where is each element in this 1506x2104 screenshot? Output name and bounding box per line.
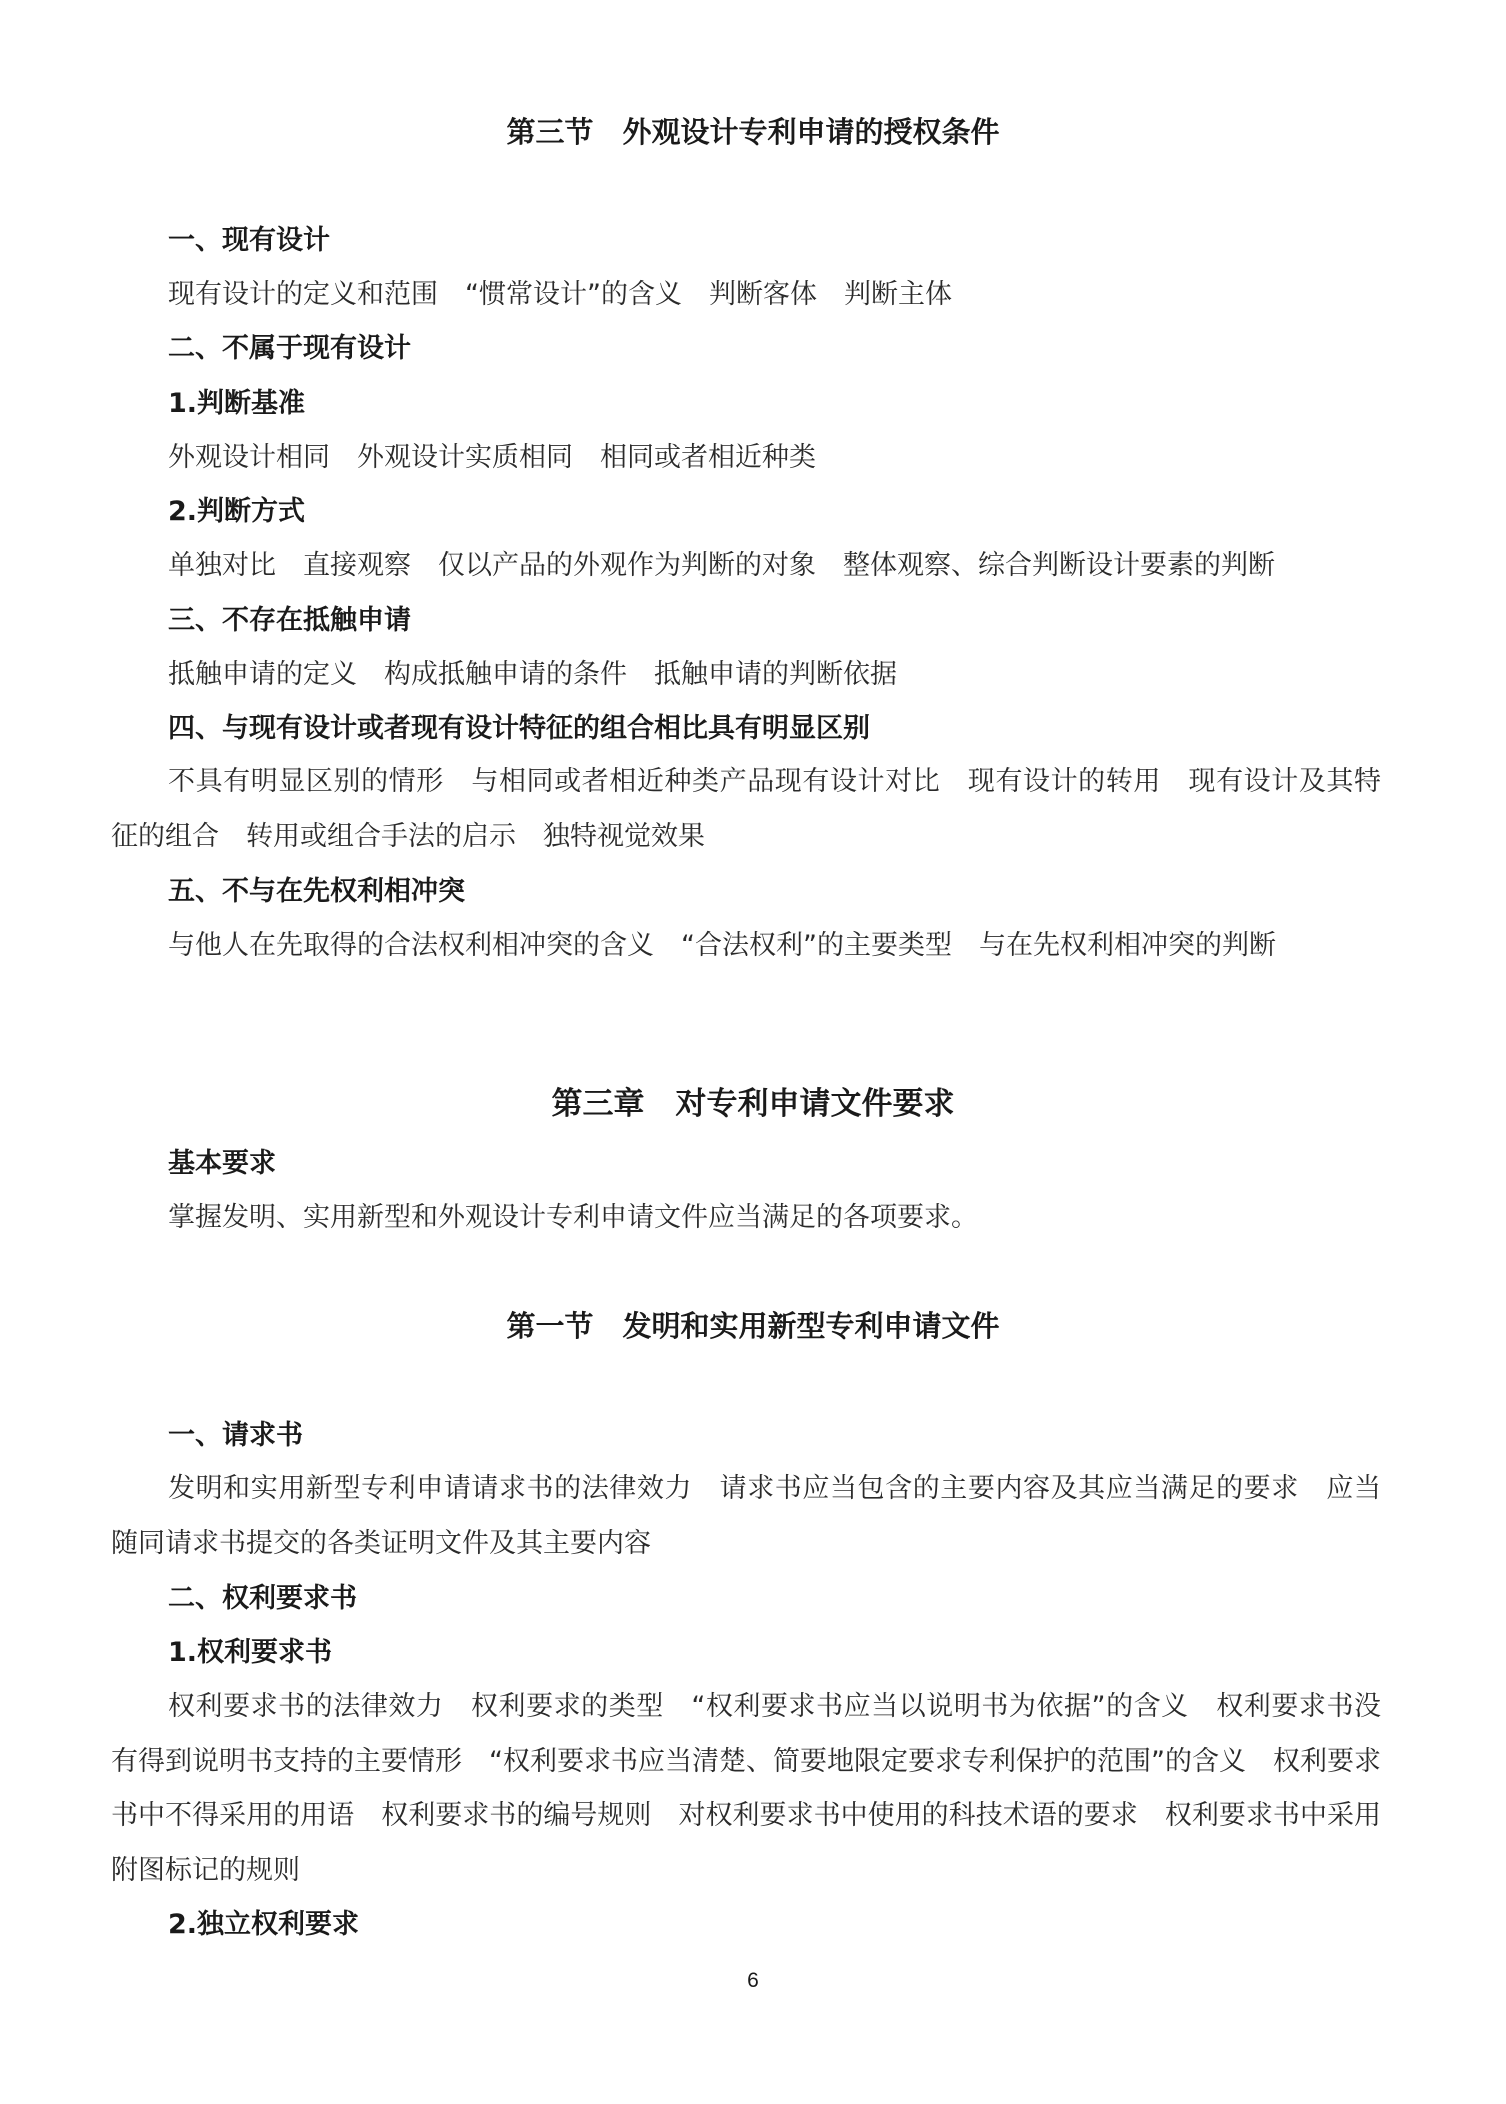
section-title-2: 第一节 发明和实用新型专利申请文件 <box>506 1309 1000 1343</box>
heading-prior-rights: 五、不与在先权利相冲突 <box>168 876 465 907</box>
subheading-judgment-method: 2.判断方式 <box>168 496 306 527</box>
text-existing-design: 现有设计的定义和范围 “惯常设计”的含义 判断客体 判断主体 <box>168 279 952 310</box>
subheading-claims: 1.权利要求书 <box>168 1637 333 1668</box>
text-basic-requirements: 掌握发明、实用新型和外观设计专利申请文件应当满足的各项要求。 <box>168 1202 978 1233</box>
heading-obvious-difference: 四、与现有设计或者现有设计特征的组合相比具有明显区别 <box>168 713 870 744</box>
paragraph-claims: 权利要求书的法律效力 权利要求的类型 “权利要求书应当以说明书为依据”的含义 权利要求书没有得到说明书支持的主要情形 “权利要求书应当清楚、简要地限定要求专利保护的范围”的含义 权利要求书中不得采用的用语 权利要求书的编号规则 对权利要求书中使用的科技术语的要求 权利要求书中采用附图标记的规则 <box>111 1691 1381 1886</box>
heading-existing-design: 一、现有设计 <box>168 225 330 256</box>
text-judgment-method: 单独对比 直接观察 仅以产品的外观作为判断的对象 整体观察、综合判断设计要素的判断 <box>168 550 1275 581</box>
heading-no-conflicting-application: 三、不存在抵触申请 <box>168 605 411 636</box>
text-conflicting-application: 抵触申请的定义 构成抵触申请的条件 抵触申请的判断依据 <box>168 659 897 690</box>
text-prior-rights: 与他人在先取得的合法权利相冲突的含义 “合法权利”的主要类型 与在先权利相冲突的判断 <box>168 930 1276 961</box>
heading-request: 一、请求书 <box>168 1420 303 1451</box>
heading-not-existing-design: 二、不属于现有设计 <box>168 333 411 364</box>
text-judgment-basis: 外观设计相同 外观设计实质相同 相同或者相近种类 <box>168 442 816 473</box>
heading-basic-requirements: 基本要求 <box>168 1148 276 1179</box>
chapter-title: 第三章 对专利申请文件要求 <box>551 1086 955 1122</box>
subheading-independent-claims: 2.独立权利要求 <box>168 1909 360 1940</box>
paragraph-request: 发明和实用新型专利申请请求书的法律效力 请求书应当包含的主要内容及其应当满足的要求 应当随同请求书提交的各类证明文件及其主要内容 <box>111 1473 1381 1559</box>
section-title: 第三节 外观设计专利申请的授权条件 <box>506 115 1000 149</box>
heading-claims: 二、权利要求书 <box>168 1583 357 1614</box>
paragraph-obvious-difference: 不具有明显区别的情形 与相同或者相近种类产品现有设计对比 现有设计的转用 现有设计及其特征的组合 转用或组合手法的启示 独特视觉效果 <box>111 766 1381 852</box>
subheading-judgment-basis: 1.判断基准 <box>168 388 306 419</box>
page-number: 6 <box>747 1969 759 1992</box>
